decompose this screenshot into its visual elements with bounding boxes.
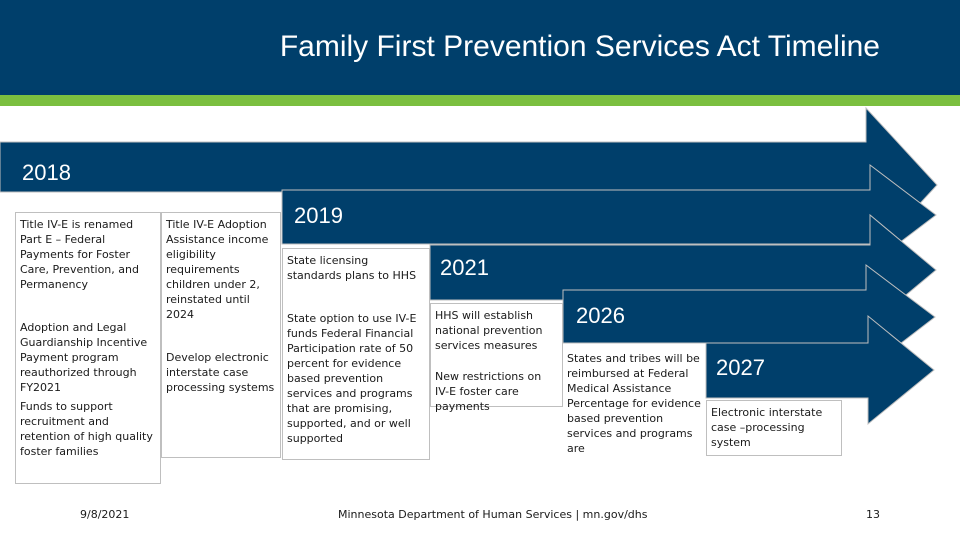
box-2021 bbox=[430, 303, 563, 413]
box-2018-b bbox=[161, 212, 281, 458]
page-number: 13 bbox=[866, 508, 880, 521]
item-2019-2: State option to use IV-E funds Federal Financial Participation rate of 50 percent for evidence based prevention services and programs that are promising, supported, and or well supported bbox=[287, 312, 417, 445]
page-title: Family First Prevention Services Act Timeline bbox=[279, 30, 880, 63]
box-2027 bbox=[706, 400, 842, 456]
item-2018-b1: Title IV-E Adoption Assistance income eligibility requirements children under 2, reinstated until 2024 bbox=[166, 218, 269, 321]
box-2019 bbox=[282, 248, 430, 460]
year-label-2026: 2026 bbox=[576, 303, 625, 328]
item-2021-2: New restrictions on IV-E foster care payments bbox=[435, 370, 542, 413]
text-2026: States and tribes will be reimbursed at Federal Medical Assistance Percentage for evidence based prevention services and programs are bbox=[567, 352, 701, 455]
year-label-2027: 2027 bbox=[716, 355, 765, 380]
item-2027-1: Electronic interstate case –processing system bbox=[711, 406, 823, 449]
year-label-2019: 2019 bbox=[294, 203, 343, 228]
item-2018-b2: Develop electronic interstate case processing systems bbox=[166, 351, 275, 394]
year-label-2018: 2018 bbox=[22, 160, 71, 185]
item-2018-a3: Funds to support recruitment and retention of high quality foster families bbox=[20, 400, 153, 458]
footer-org: Minnesota Department of Human Services | mn.gov/dhs bbox=[338, 508, 648, 521]
box-2018-a bbox=[15, 212, 161, 484]
item-2019-1: State licensing standards plans to HHS bbox=[287, 254, 417, 282]
item-2018-a1: Title IV-E is renamed Part E – Federal Payments for Foster Care, Prevention, and Permanency bbox=[20, 218, 139, 291]
footer-date: 9/8/2021 bbox=[80, 508, 130, 521]
item-2018-a2: Adoption and Legal Guardianship Incentive Payment program reauthorized through FY2021 bbox=[20, 321, 148, 394]
item-2021-1: HHS will establish national prevention services measures bbox=[435, 309, 543, 352]
year-label-2021: 2021 bbox=[440, 255, 489, 280]
